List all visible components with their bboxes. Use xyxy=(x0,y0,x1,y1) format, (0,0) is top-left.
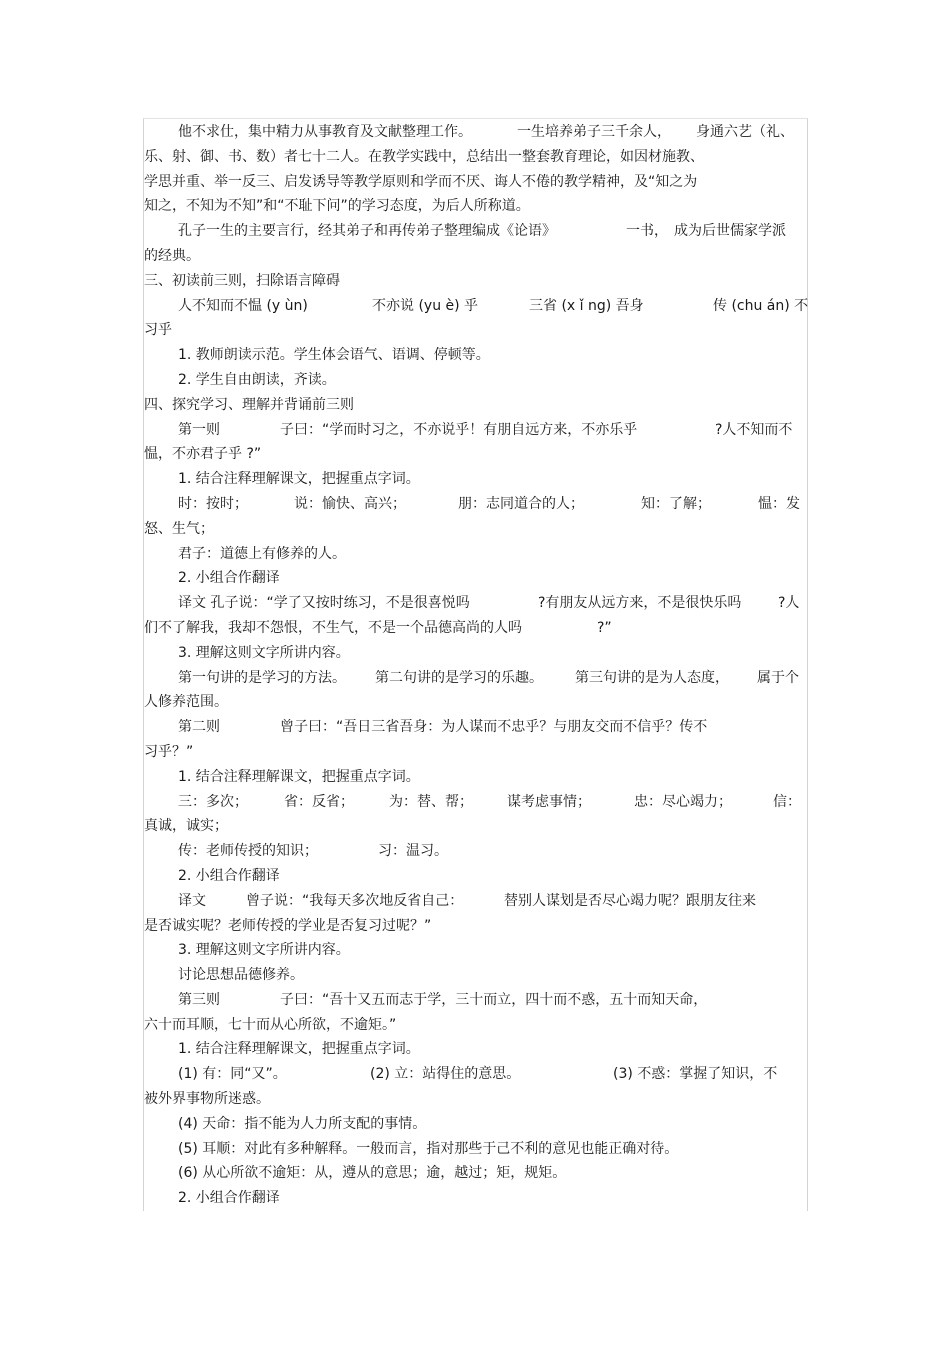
text-segment: 译文 xyxy=(178,892,206,909)
text-segment: 子曰：“学而时习之，不亦说乎！有朋自远方来，不亦乐乎 xyxy=(280,421,638,438)
text-line: 乐、射、御、书、数）者七十二人。在教学实践中，总结出一整套教育理论，如因材施教、 xyxy=(144,148,704,165)
text-segment: 谋考虑事情； xyxy=(507,793,591,810)
text-line: 知之，不知为不知”和“不耻下问”的学习态度，为后人所称道。 xyxy=(144,198,530,215)
text-line: 的经典。 xyxy=(144,247,200,264)
text-line xyxy=(144,294,809,319)
text-line xyxy=(144,1062,806,1087)
text-segment: 成为后世儒家学派 xyxy=(674,223,786,240)
text-segment: 曾子说：“我每天多次地反省自己： xyxy=(246,892,464,909)
text-line xyxy=(144,219,806,244)
text-line: 1. 结合注释理解课文，把握重点字词。 xyxy=(178,1041,420,1058)
text-line: 人修养范围。 xyxy=(144,694,228,711)
text-line: 怒、生气； xyxy=(144,520,214,537)
text-segment: 传：老师传授的知识； xyxy=(178,843,318,860)
text-segment: 时：按时； xyxy=(178,495,248,512)
text-segment: 三省 (x ǐ ng) 吾身 xyxy=(529,297,644,314)
text-line: 学思并重、举一反三、启发诱导等教学原则和学而不厌、诲人不倦的教学精神，及“知之为 xyxy=(144,173,698,190)
text-segment: 身通六艺（礼、 xyxy=(696,124,794,140)
text-line: 1. 结合注释理解课文，把握重点字词。 xyxy=(178,768,420,785)
text-line: 讨论思想品德修养。 xyxy=(178,967,304,984)
text-segment: 译文 孔子说：“学了又按时练习，不是很喜悦吗 xyxy=(178,595,470,612)
text-line xyxy=(144,591,806,616)
text-line: 四、探究学习、理解并背诵前三则 xyxy=(144,396,354,413)
text-segment: (1) 有：同“又”。 xyxy=(178,1066,287,1083)
text-segment: 不亦说 (yu è) 乎 xyxy=(372,297,479,314)
text-segment: 愠：发 xyxy=(758,495,800,512)
text-line: 3. 理解这则文字所讲内容。 xyxy=(178,942,350,959)
text-line: 2. 学生自由朗读，齐读。 xyxy=(178,371,336,388)
text-segment: 第一句讲的是学习的方法。 xyxy=(178,669,346,686)
text-line: 2. 小组合作翻译 xyxy=(178,570,280,587)
text-line: 被外界事物所迷惑。 xyxy=(144,1091,270,1108)
document-body xyxy=(144,120,809,1211)
text-line: 习乎？” xyxy=(144,743,194,760)
text-segment: 一书， xyxy=(626,223,668,240)
text-line: 习乎 xyxy=(144,322,172,339)
text-line xyxy=(144,889,806,914)
text-line: 2. 小组合作翻译 xyxy=(178,867,280,884)
text-segment: 第二则 xyxy=(178,719,220,736)
text-line: 1. 教师朗读示范。学生体会语气、语调、停顿等。 xyxy=(178,347,490,364)
text-line: (6) 从心所欲不逾矩：从，遵从的意思；逾，越过；矩，规矩。 xyxy=(178,1165,567,1182)
text-line: 三、初读前三则，扫除语言障碍 xyxy=(144,272,340,289)
text-line: (4) 天命：指不能为人力所支配的事情。 xyxy=(178,1115,427,1132)
text-line xyxy=(144,839,806,864)
text-segment: 曾子曰：“吾日三省吾身：为人谋而不忠乎？与朋友交而不信乎？传不 xyxy=(280,719,708,736)
text-segment: 三：多次； xyxy=(178,793,248,810)
text-segment: 第三则 xyxy=(178,991,220,1008)
text-segment: 忠：尽心竭力； xyxy=(634,793,732,810)
text-segment: 人不知而不愠 (y ùn) xyxy=(178,297,308,314)
text-segment: 替别人谋划是否尽心竭力呢？跟朋友往来 xyxy=(504,892,756,909)
text-line: (5) 耳顺：对此有多种解释。一般而言，指对那些于己不利的意见也能正确对待。 xyxy=(178,1140,679,1157)
text-segment: 孔子一生的主要言行，经其弟子和再传弟子整理编成《论语》 xyxy=(178,223,556,240)
text-line xyxy=(144,790,806,815)
text-segment: ?人 xyxy=(778,595,800,612)
text-segment: 属于个 xyxy=(757,669,799,686)
text-segment: 信： xyxy=(773,793,801,810)
text-line xyxy=(144,492,806,517)
text-line xyxy=(144,988,806,1013)
text-segment: 第一则 xyxy=(178,421,220,438)
text-segment: 第三句讲的是为人态度， xyxy=(575,669,729,686)
text-line: 六十而耳顺，七十而从心所欲，不逾矩。” xyxy=(144,1016,397,1033)
text-line: 3. 理解这则文字所讲内容。 xyxy=(178,644,350,661)
text-segment: ?” xyxy=(597,619,612,636)
text-line: 2. 小组合作翻译 xyxy=(178,1190,280,1207)
text-segment: (3) 不惑：掌握了知识，不 xyxy=(613,1066,778,1083)
text-line: 君子：道德上有修养的人。 xyxy=(178,545,346,562)
text-segment: 习：温习。 xyxy=(378,843,448,860)
text-segment: 省：反省； xyxy=(284,793,354,810)
text-segment: 子曰：“吾十又五而志于学，三十而立，四十而不惑，五十而知天命， xyxy=(280,991,708,1008)
text-segment: 一生培养弟子三千余人， xyxy=(517,124,671,140)
text-line: 是否诚实呢？老师传授的学业是否复习过呢？” xyxy=(144,917,432,934)
text-segment: 朋：志同道合的人； xyxy=(458,495,584,512)
text-segment: 传 (chu án) 不 xyxy=(713,297,809,314)
text-line xyxy=(144,666,806,691)
text-line xyxy=(144,616,806,641)
text-line xyxy=(144,418,806,443)
text-segment: (2) 立：站得住的意思。 xyxy=(370,1066,521,1083)
text-line: 真诚，诚实； xyxy=(144,818,228,835)
text-segment: 知：了解； xyxy=(641,495,711,512)
text-segment: 他不求仕，集中精力从事教育及文献整理工作。 xyxy=(178,124,472,140)
text-segment: 说：愉快、高兴； xyxy=(294,495,406,512)
text-segment: ?人不知而不 xyxy=(715,421,793,438)
text-segment: 第二句讲的是学习的乐趣。 xyxy=(375,669,543,686)
text-segment: 们不了解我，我却不怨恨，不生气，不是一个品德高尚的人吗 xyxy=(144,619,522,636)
text-line xyxy=(144,715,806,740)
text-segment: 为：替、帮； xyxy=(389,793,473,810)
text-line: 1. 结合注释理解课文，把握重点字词。 xyxy=(178,471,420,488)
text-line xyxy=(144,120,806,145)
text-line: 愠，不亦君子乎 ?” xyxy=(144,446,262,463)
text-segment: ?有朋友从远方来，不是很快乐吗 xyxy=(538,595,742,612)
